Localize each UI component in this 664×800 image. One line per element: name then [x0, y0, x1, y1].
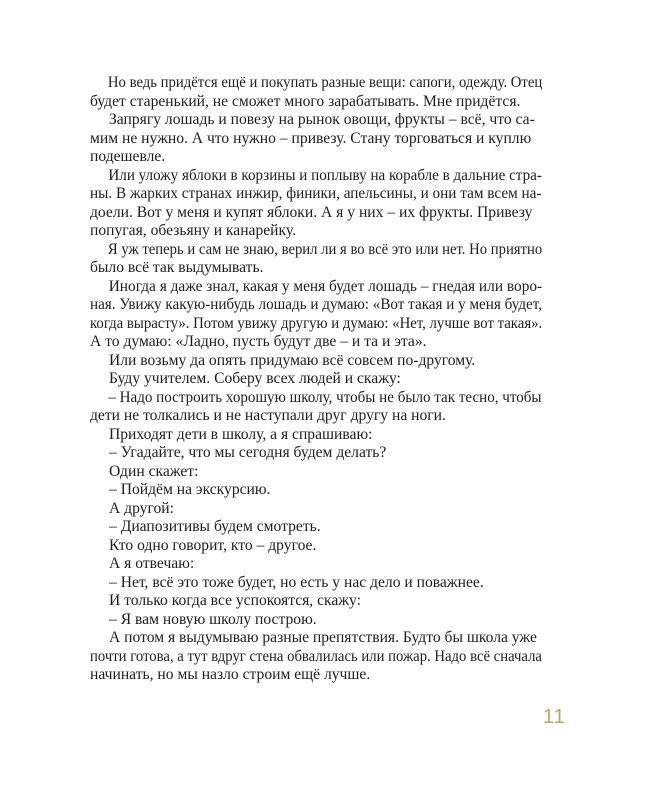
text-line: Или возьму да опять придумаю всё совсем по-другому. [109, 351, 476, 369]
text-line: подешевле. [90, 148, 166, 165]
text-line: Запрягу лошадь и повезу на рынок овощи, фрукты – всё, что са- [109, 111, 535, 128]
text-line: Иногда я даже знал, какая у меня будет лошадь – гнедая или воро- [108, 277, 543, 295]
text-line: Или уложу яблоки в корзины и поплыву на корабле в дальние стра- [108, 166, 542, 184]
text-line: попугая, обезьяну и канарейку. [90, 222, 297, 239]
text-line: Но ведь придётся ещё и покупать разные вещи: сапоги, одежду. Отец [107, 74, 543, 91]
text-line: дети не толкались и не наступали друг другу на ноги. [90, 407, 446, 424]
text-line: когда вырасту». Потом увижу другую и думаю: «Нет, лучше вот такая». [90, 314, 543, 332]
text-line: Приходят дети в школу, а я спрашиваю: [109, 425, 373, 443]
text-line: ны. В жарких странах инжир, финики, апельсины, и они там всем на- [90, 185, 542, 202]
text-line: А потом я выдумываю разные препятствия. Будто бы школа уже [109, 629, 537, 646]
text-line: было всё так выдумывать. [90, 259, 264, 276]
text-line: Один скажет: [109, 462, 199, 480]
text-line: Кто одно говорит, кто – другое. [109, 536, 317, 554]
page-number: 11 [543, 706, 566, 728]
text-line: Я уж теперь и сам не знаю, верил ли я во всё это или нет. Но приятно [107, 240, 543, 258]
page-text [90, 74, 542, 685]
text-line: – Я вам новую школу построю. [109, 610, 317, 628]
text-line: А другой: [109, 499, 174, 517]
text-line: – Нет, всё это тоже будет, но есть у нас дело и поважнее. [109, 573, 484, 591]
text-line: начинать, но мы назло строим ещё лучше. [90, 666, 371, 683]
text-line: – Надо построить хорошую школу, чтобы не было так тесно, чтобы [108, 388, 542, 406]
text-line: А я отвечаю: [109, 555, 195, 572]
text-line: – Пойдём на экскурсию. [109, 481, 271, 498]
text-line: будет старенький, не сможет много зарабатывать. Мне придётся. [90, 92, 521, 110]
text-line: доели. Вот у меня и купят яблоки. А я у них – их фрукты. Привезу [90, 203, 533, 221]
text-line: Буду учителем. Соберу всех людей и скажу: [109, 370, 401, 387]
text-line: ная. Увижу какую-нибудь лошадь и думаю: «Вот такая и у меня будет, [90, 296, 543, 313]
text-line: А то думаю: «Ладно, пусть будут две – и та и эта». [90, 333, 427, 350]
text-line: мим не нужно. А что нужно – привезу. Стану торговаться и куплю [90, 129, 532, 147]
text-line: – Угадайте, что мы сегодня будем делать? [109, 444, 387, 461]
text-line: почти готова, а тут вдруг стена обвалилась или пожар. Надо всё сначала [90, 647, 542, 665]
text-line: – Диапозитивы будем смотреть. [109, 518, 321, 535]
text-line: И только когда все успокоятся, скажу: [109, 592, 361, 609]
